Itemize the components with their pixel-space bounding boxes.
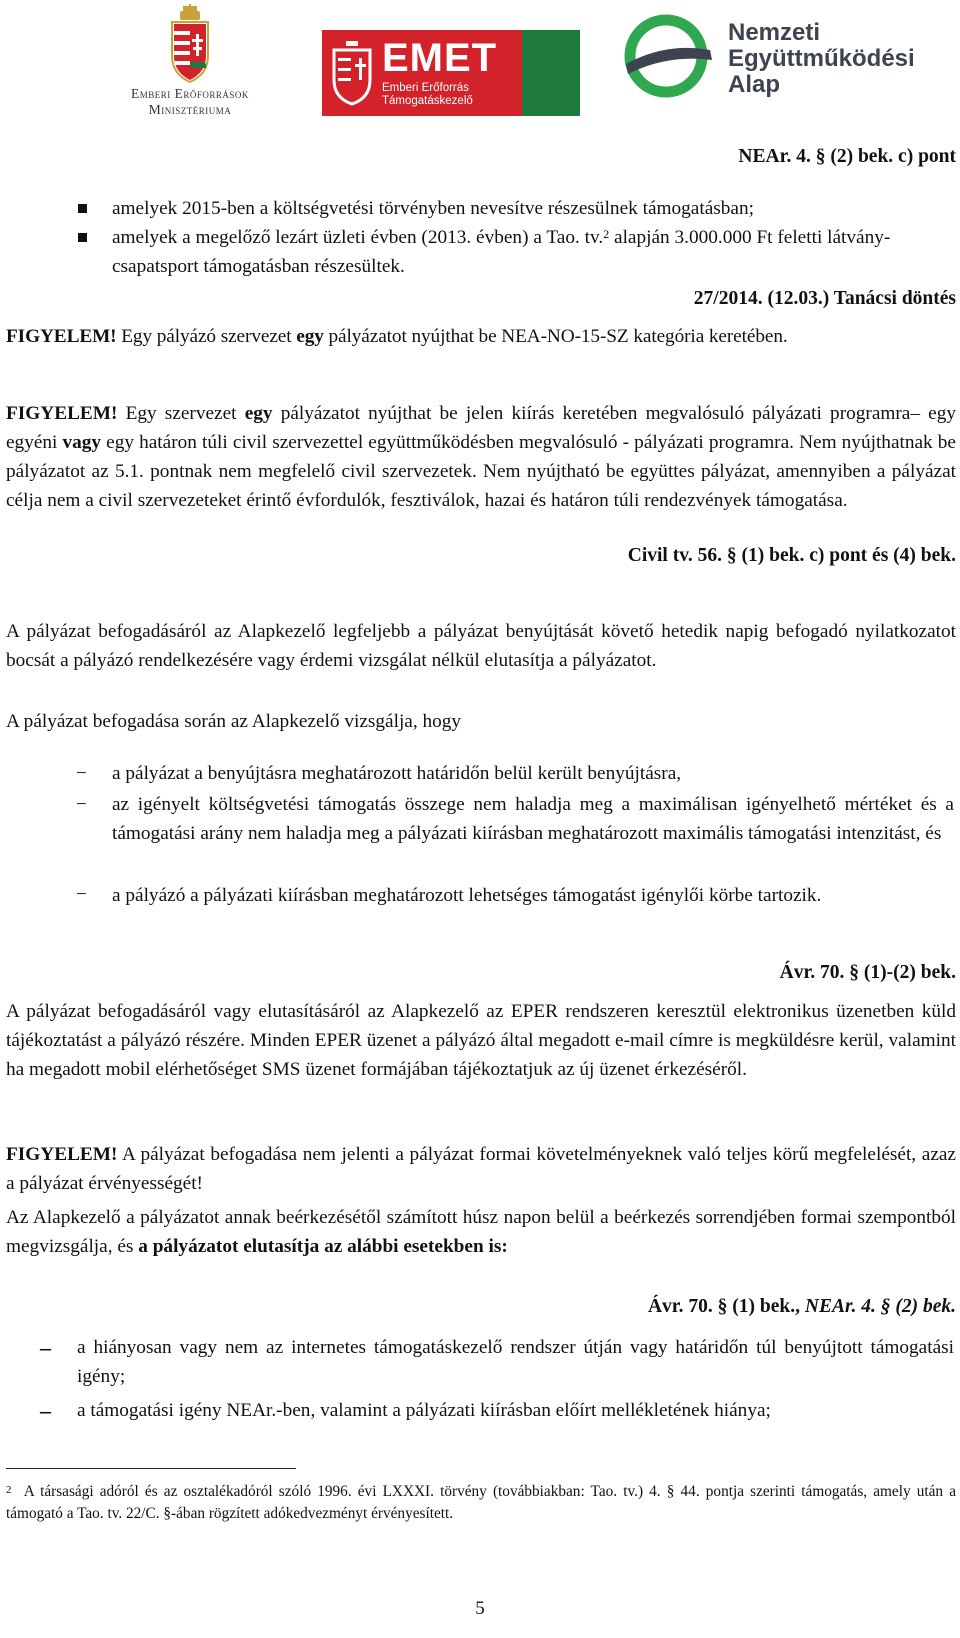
hungarian-coat-of-arms-icon [110,4,270,86]
warning-text: Egy szervezet [117,403,245,424]
body-paragraph [6,1203,956,1261]
nea-name-line2: Együttműködési [728,45,915,72]
legal-reference: NEAr. 4. § (2) bek. c) pont [738,146,956,167]
list-item-text: a pályázó a pályázati kiírásban meghatározott lehetséges támogatást igénylői körbe tartozik. [112,885,822,906]
warning-text: A pályázat befogadása nem jelenti a pályázat formai követelményeknek való teljes körű megfelelését, azaz a pályázat érvényességét! [6,1144,956,1194]
warning-label: FIGYELEM! [6,1144,118,1165]
warning-paragraph [6,322,956,351]
warning-paragraph [6,399,956,515]
warning-label: FIGYELEM! [6,326,117,347]
footnote-text: A társasági adóról és az osztalékadóról szóló 1996. évi LXXXI. törvény (továbbiakban: Tao. tv.) 4. § 44. pontja szerinti támogatás, amely után a támogató a Tao. tv. 22/C. §-ában rögzített adókedvezményt érvényesített. [6,1483,956,1522]
list-item-text-part: amelyek a megelőző lezárt üzleti évben (2013. évben) a Tao. tv. [112,227,604,248]
footnote-number: 2 [6,1484,12,1496]
warning-text: egy határon túli civil szervezettel együttműködésben megvalósuló - pályázati programra. Nem nyújthatnak be pályázatot az 5.1. pontnak nem megfelelő civil szervezetek. Nem nyújtható be együttes pályázat, amennyiben a pályázat célja nem a civil szervezeteket érintő évfordulók, fesztiválok, hazai és határon túli rendezvények támogatása. [6,432,956,511]
emet-subtitle-line1: Emberi Erőforrás [382,82,469,94]
dash-bullet-icon: – [40,1398,51,1423]
body-text: Az Alapkezelő a pályázatot annak beérkezésétől számított húsz napon belül a beérkezés sorrendjében formai szempontból megvizsgálja, és [6,1207,956,1257]
body-paragraph: A pályázat befogadása során az Alapkezelő vizsgálja, hogy [6,711,462,732]
warning-text: pályázatot nyújthat be jelen kiírás keretében megvalósuló pályázati programra– egy egyéni [6,403,957,453]
warning-label: FIGYELEM! [6,403,118,424]
dash-bullet-icon: − [76,884,87,905]
emet-logo [322,30,580,116]
dash-bullet-icon: − [76,763,87,784]
list-item-text-part: alapján 3.000.000 Ft feletti látvány-csapatsport támogatásban részesültek. [112,227,891,277]
list-item-text: a pályázat a benyújtásra meghatározott határidőn belül került benyújtásra, [112,763,682,784]
warning-emphasis: vagy [62,432,102,453]
legal-reference: Ávr. 70. § (1)-(2) bek. [779,962,956,983]
warning-emphasis: egy [296,326,324,347]
emet-green-panel [522,30,580,116]
nea-logo [620,8,950,108]
emmi-name-line1: Emberi Erőforrások [131,86,249,101]
footnote-ref[interactable]: 2 [603,227,610,241]
bullet-square-icon [78,204,87,213]
footnote-separator [6,1468,296,1469]
list-item-text: a hiányosan vagy nem az internetes támogatáskezelő rendszer útján vagy határidőn túl benyújtott támogatási igény; [77,1337,954,1387]
nea-name [728,20,915,98]
emmi-name [110,86,270,118]
list-item-text: az igényelt költségvetési támogatás összege nem haladja meg a maximálisan igényelhető mértéket és a támogatási arány nem haladja meg a pályázati kiírásban meghatározott maximális támogatási intenzitást, és [112,794,954,844]
page-number: 5 [475,1598,485,1619]
bullet-square-icon [78,233,87,242]
list-item-text: a támogatási igény NEAr.-ben, valamint a pályázati kiírásban előírt mellékletének hiánya; [77,1400,771,1421]
nea-circle-icon [620,12,716,108]
emmi-logo [110,4,270,120]
body-paragraph: A pályázat befogadásáról az Alapkezelő legfeljebb a pályázat benyújtását követő hetedik napig befogadó nyilatkozatot bocsát a pályázó rendelkezésére vagy érdemi vizsgálat nélkül elutasítja a pályázatot. [6,621,956,671]
legal-reference: Civil tv. 56. § (1) bek. c) pont és (4) bek. [627,545,956,566]
warning-text: Egy pályázó szervezet [116,326,297,347]
dash-bullet-icon: – [40,1335,51,1360]
legal-reference-part: NEAr. 4. § (2) bek. [804,1296,956,1317]
warning-paragraph [6,1140,956,1198]
list-item-text [112,223,954,281]
emmi-name-line2: Minisztériuma [148,102,232,117]
emet-subtitle-line2: Támogatáskezelő [382,95,473,107]
legal-reference-part: Ávr. 70. § (1) bek., [647,1296,805,1317]
body-text-emphasis: a pályázatot elutasítja az alábbi esetekben is: [138,1236,508,1257]
emet-subtitle [382,82,473,108]
dash-bullet-icon: − [76,794,87,815]
list-item-text: amelyek 2015-ben a költségvetési törvényben nevesítve részesülnek támogatásban; [112,198,754,219]
emet-crest-icon [330,40,374,106]
nea-name-line1: Nemzeti [728,19,821,46]
nea-name-line3: Alap [728,71,781,98]
warning-emphasis: egy [244,403,273,424]
emet-title: EMET [382,36,498,80]
footnote [6,1481,956,1525]
legal-reference [648,1293,956,1321]
body-paragraph: A pályázat befogadásáról vagy elutasításáról az Alapkezelő az EPER rendszeren keresztül elektronikus üzenetben küld tájékoztatást a pályázó részére. Minden EPER üzenet a pályázó által megadott e-mail címre is megküldésre kerül, valamint ha megadott mobil elérhetőséget SMS üzenet formájában tájékoztatjuk az új üzenet érkezéséről. [6,1001,956,1080]
legal-reference: 27/2014. (12.03.) Tanácsi döntés [693,288,956,309]
warning-text: pályázatot nyújthat be NEA-NO-15-SZ kategória keretében. [323,326,788,347]
